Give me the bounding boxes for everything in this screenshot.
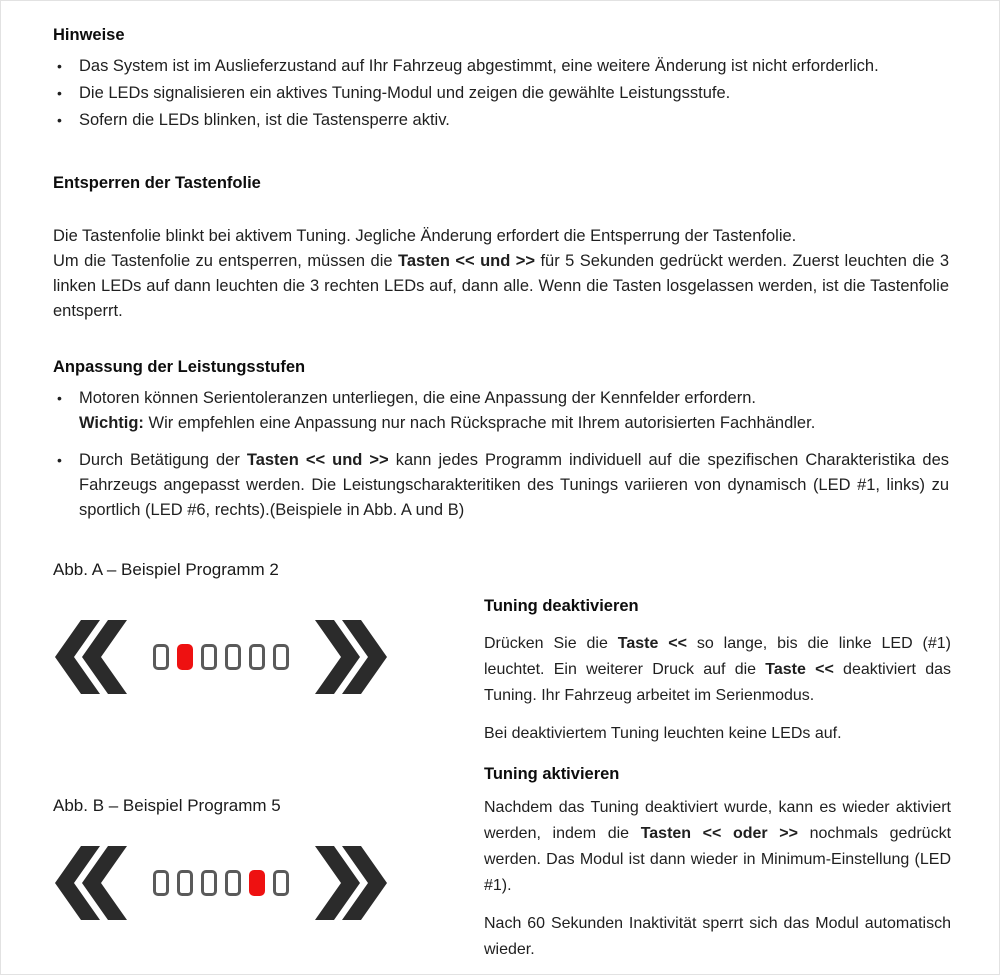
bold-text: Tasten << oder >> [640,825,798,842]
bullet-text [79,81,949,106]
bullet-marker: • [57,112,62,128]
figure-b-label: Abb. B – Beispiel Programm 5 [53,796,281,815]
text: Durch Betätigung der [79,451,247,469]
bullet-marker: • [57,452,62,468]
section-title: Hinweise [53,26,125,44]
text: nochmals gedrückt werden. Das Modul ist dann wieder in Minimum-Einstellung (LED #1). [484,825,952,894]
bullet-list [53,54,949,133]
text: Sofern die LEDs blinken, ist die Tastensperre aktiv. [79,111,450,129]
chevron-left-double-icon [55,620,127,694]
text: für 5 Sekunden gedrückt werden. Zuerst leuchten die 3 linken LEDs auf dann leuchten die 3 rechten LEDs auf, dann alle. Wenn die Tasten losgelassen werden, ist die Tastenfolie entsperrt. [53,252,949,320]
bullet-item [53,54,949,79]
led [225,870,241,896]
led [153,644,169,670]
text: Drücken Sie die [484,635,618,652]
chevron-right-double-icon [315,620,387,694]
text: Das System ist im Auslieferzustand auf Ihr Fahrzeug abgestimmt, eine weitere Änderung ist nicht erforderlich. [79,57,879,75]
led [201,870,217,896]
bullet-item [53,386,949,436]
bullet-list [53,386,949,523]
text: Bei deaktiviertem Tuning leuchten keine LEDs auf. [484,725,842,742]
tuning-activate-heading: Tuning aktivieren [484,765,620,783]
figure-a-led-panel [55,619,387,695]
text: Um die Tastenfolie zu entsperren, müssen die [53,252,398,270]
text: Motoren können Serientoleranzen unterliegen, die eine Anpassung der Kennfelder erfordern. [79,389,756,407]
bullet-item [53,81,949,106]
bullet-text [79,54,949,79]
text: Nachdem das Tuning deaktiviert wurde, kann es wieder aktiviert werden, indem die [484,799,951,842]
text: Die Tastenfolie blinkt bei aktivem Tuning. Jegliche Änderung erfordert die Entsperrung der Tastenfolie. [53,227,797,245]
text: so lange, bis die linke LED (#1) leuchtet. Ein weiterer Druck auf die [484,635,952,678]
paragraph [53,224,949,249]
led [177,870,193,896]
tuning-deactivate-heading: Tuning deaktivieren [484,597,639,615]
text: Wir empfehlen eine Anpassung nur nach Rücksprache mit Ihrem autorisierten Fachhändler. [143,414,816,432]
figure-a-label: Abb. A – Beispiel Programm 2 [53,560,279,579]
text: deaktiviert das Tuning. Ihr Fahrzeug arbeitet im Serienmodus. [484,661,951,704]
led [225,644,241,670]
paragraph [484,631,951,709]
led [201,644,217,670]
led [249,644,265,670]
bullet-marker: • [57,390,62,406]
paragraph [484,795,951,899]
chevron-right-double-icon [315,846,387,920]
right-column [484,593,951,975]
bold-text: Taste << [617,635,687,652]
section-title: Anpassung der Leistungsstufen [53,358,306,376]
led-active [177,644,193,670]
bullet-text [79,448,949,523]
text: kann jedes Programm individuell auf die spezifischen Charakteristika des Fahrzeugs angepasst werden. Die Leistungscharakteritiken des Tunings variieren von dynamisch (LED #1, links) zu sportlich (LED #6, rechts).(Beispiele in Abb. A und B) [79,451,949,519]
section-hinweise [53,23,949,135]
bold-text: Tasten << und >> [246,451,389,469]
bullet-item [53,108,949,133]
led [273,644,289,670]
section-anpassung [53,355,949,525]
bullet-text [79,386,949,436]
paragraph [53,249,949,324]
led [153,870,169,896]
paragraph [484,721,951,747]
led-strip [153,644,289,670]
led-strip [153,870,289,896]
bullet-marker: • [57,85,62,101]
bold-text: Taste << [765,661,834,678]
led [273,870,289,896]
bold-text: Tasten << und >> [397,252,536,270]
bullet-item [53,448,949,523]
bullet-text [79,108,949,133]
section-title: Entsperren der Tastenfolie [53,174,261,192]
text: Nach 60 Sekunden Inaktivität sperrt sich das Modul automatisch wieder. [484,915,951,958]
bullet-marker: • [57,58,62,74]
paragraph [484,911,951,963]
figure-b-led-panel [55,845,387,921]
section-entsperren [53,171,949,324]
chevron-left-double-icon [55,846,127,920]
text: Die LEDs signalisieren ein aktives Tuning-Modul und zeigen die gewählte Leistungsstufe. [79,84,731,102]
bold-text: Wichtig: [79,414,144,432]
led-active [249,870,265,896]
